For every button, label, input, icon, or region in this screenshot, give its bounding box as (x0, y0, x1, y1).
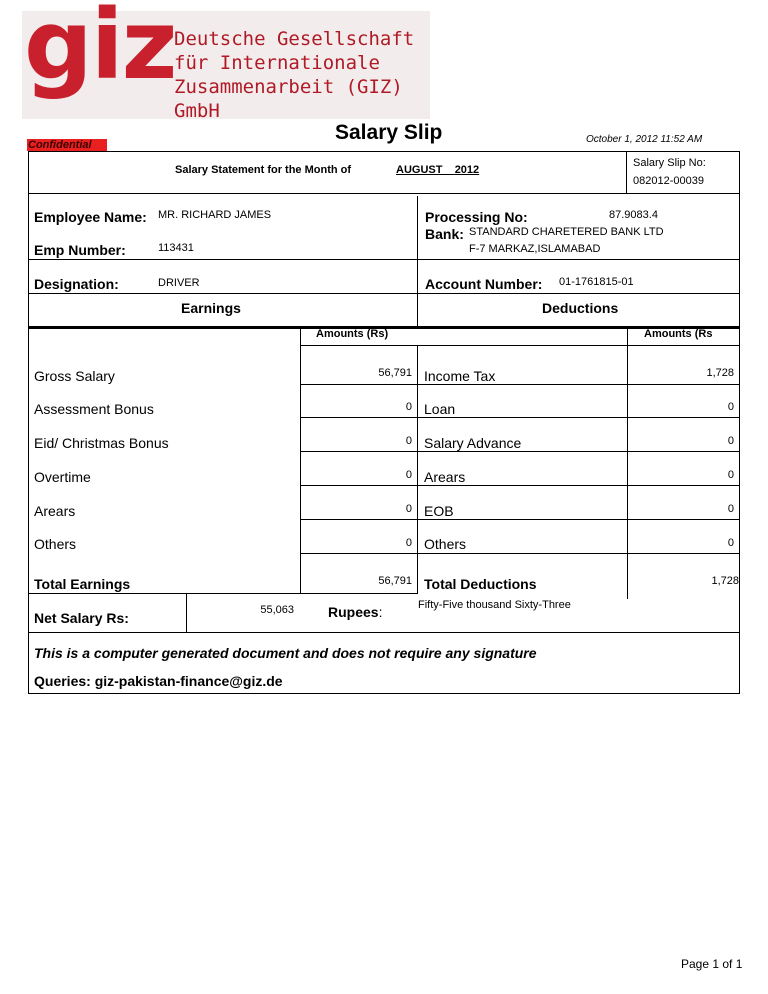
account-number-label: Account Number: (425, 276, 543, 292)
rupees-label (328, 604, 382, 620)
deductions-row-label: Others (424, 536, 467, 552)
earnings-heading: Earnings (181, 300, 241, 316)
earnings-row-amount: 0 (405, 503, 412, 515)
net-salary-value: 55,063 (260, 604, 294, 616)
total-deductions-value: 1,728 (711, 575, 739, 587)
total-deductions-label: Total Deductions (424, 576, 537, 592)
logo-line-2: für Internationale (174, 52, 380, 74)
rupees-label-colon: : (378, 604, 383, 620)
processing-no-value: 87.9083.4 (609, 209, 658, 221)
page-number: Page 1 of 1 (681, 957, 743, 971)
deductions-row-label: Salary Advance (424, 435, 522, 451)
employee-name-label: Employee Name: (34, 209, 147, 225)
earnings-amount-header: Amounts (Rs) (316, 328, 389, 340)
deductions-row-amount: 0 (727, 469, 734, 481)
statement-period (396, 164, 479, 176)
deductions-row-amount: 0 (727, 401, 734, 413)
statement-label: Salary Statement for the Month of (175, 164, 352, 176)
logo-org-name (174, 27, 430, 123)
confidential-label: Confidential (27, 139, 107, 151)
deductions-heading: Deductions (542, 300, 619, 316)
emp-number-label: Emp Number: (34, 242, 126, 258)
statement-month: AUGUST (396, 164, 443, 176)
earnings-row-amount: 0 (405, 469, 412, 481)
net-salary-in-words: Fifty-Five thousand Sixty-Three (418, 599, 571, 611)
page-title: Salary Slip (335, 121, 443, 144)
employee-name-value: MR. RICHARD JAMES (158, 209, 272, 221)
net-salary-label: Net Salary Rs: (34, 610, 129, 626)
deductions-row-label: Loan (424, 401, 456, 417)
deductions-amount-header: Amounts (Rs (644, 328, 713, 340)
earnings-row-label: Gross Salary (34, 368, 115, 384)
designation-value: DRIVER (158, 277, 200, 289)
earnings-row-label: Eid/ Christmas Bonus (34, 435, 169, 451)
deductions-row-amount: 0 (727, 435, 734, 447)
earnings-row-amount: 0 (405, 537, 412, 549)
total-earnings-value: 56,791 (378, 575, 412, 587)
earnings-row-label: Overtime (34, 469, 91, 485)
processing-no-label: Processing No: (425, 209, 528, 225)
earnings-row-label: Others (34, 536, 77, 552)
logo-line-1: Deutsche Gesellschaft (174, 28, 415, 50)
logo-line-3: Zusammenarbeit (GIZ) GmbH (174, 76, 403, 122)
bank-name: STANDARD CHARETERED BANK LTD (469, 226, 664, 238)
earnings-row-label: Arears (34, 503, 76, 519)
designation-label: Designation: (34, 276, 119, 292)
statement-year: 2012 (454, 164, 480, 176)
deductions-row-label: Income Tax (424, 368, 496, 384)
computer-generated-note: This is a computer generated document and does not require any signature (34, 645, 537, 661)
timestamp: October 1, 2012 11:52 AM (586, 134, 703, 145)
deductions-row-amount: 0 (727, 503, 734, 515)
rupees-label-text: Rupees (328, 604, 379, 620)
logo-mark: giz (24, 0, 176, 101)
emp-number-value: 113431 (158, 242, 194, 254)
bank-branch: F-7 MARKAZ,ISLAMABAD (469, 243, 601, 255)
deductions-row-amount: 0 (727, 537, 734, 549)
total-earnings-label: Total Earnings (34, 576, 131, 592)
slip-no-value: 082012-00039 (633, 175, 704, 187)
account-number-value: 01-1761815-01 (559, 276, 634, 288)
deductions-row-label: EOB (424, 503, 454, 519)
earnings-row-amount: 0 (405, 435, 412, 447)
deductions-row-amount: 1,728 (706, 367, 734, 379)
earnings-row-amount: 56,791 (378, 367, 412, 379)
earnings-row-amount: 0 (405, 401, 412, 413)
slip-no-label: Salary Slip No: (633, 157, 706, 169)
queries-contact: Queries: giz-pakistan-finance@giz.de (34, 673, 283, 689)
giz-logo (22, 0, 430, 122)
bank-label: Bank: (425, 226, 464, 242)
deductions-row-label: Arears (424, 469, 466, 485)
earnings-row-label: Assessment Bonus (34, 401, 154, 417)
